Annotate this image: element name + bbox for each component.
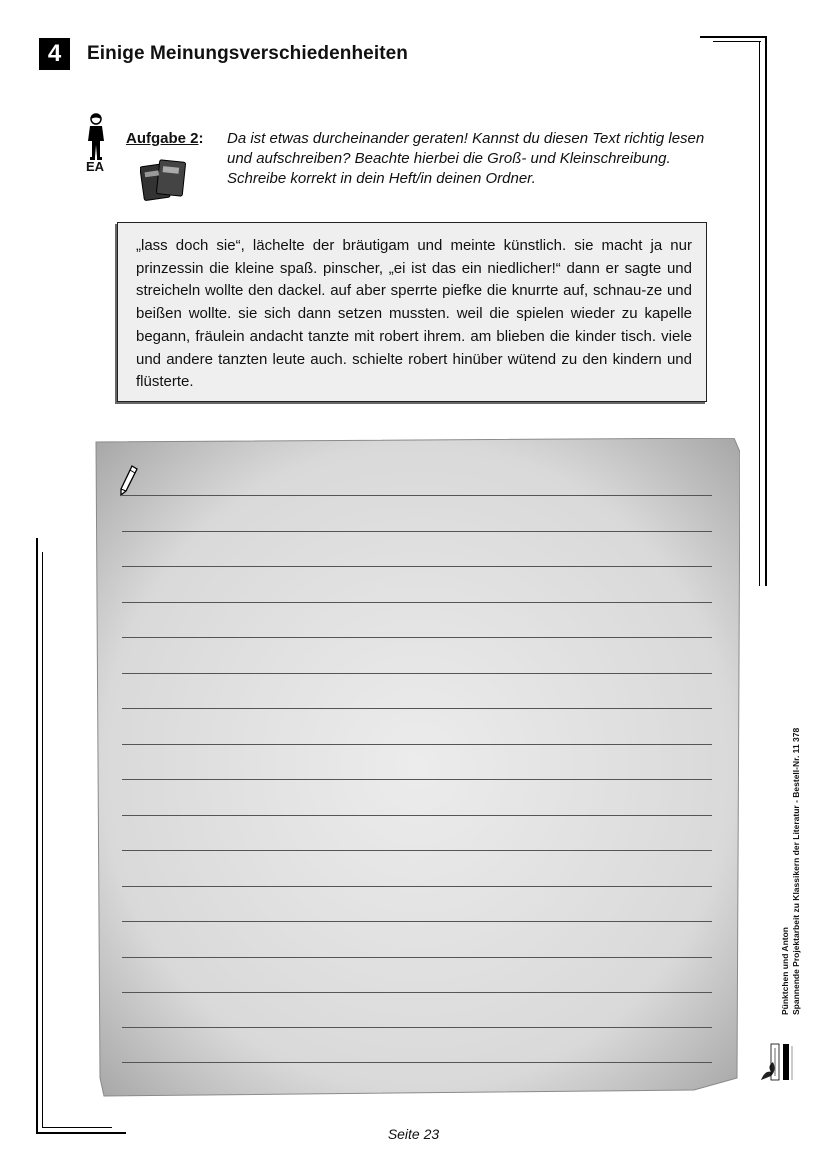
writing-line[interactable] (122, 566, 712, 567)
frame-line-top-inner (713, 41, 761, 42)
writing-line[interactable] (122, 850, 712, 851)
writing-line[interactable] (122, 708, 712, 709)
writing-line[interactable] (122, 921, 712, 922)
task-label-text: Aufgabe 2 (126, 130, 199, 147)
writing-paper (94, 438, 740, 1098)
writing-line[interactable] (122, 886, 712, 887)
writing-line[interactable] (122, 779, 712, 780)
side-series-info: Spannende Projektarbeit zu Klassikern der Literatur - Bestell-Nr. 11 378 (791, 727, 801, 1015)
task-label (126, 130, 204, 147)
scrambled-text-box (117, 222, 707, 402)
page-number: Seite 23 (387, 1126, 440, 1142)
writing-line[interactable] (122, 531, 712, 532)
page-title: Einige Meinungsverschiedenheiten (87, 43, 408, 64)
writing-line[interactable] (122, 1062, 712, 1063)
writing-line[interactable] (122, 495, 712, 496)
frame-line-right-inner (759, 41, 760, 586)
task-line: und aufschreiben? Beachte hierbei die Groß- und Kleinschreibung. (227, 150, 671, 167)
frame-line-right (765, 36, 767, 586)
frame-line-left-inner (42, 552, 43, 1128)
writing-line[interactable] (122, 637, 712, 638)
scrambled-text: „lass doch sie“, lächelte der bräutigam und meinte künstlich. sie macht ja nur prinzessin die kleine spaß. pinscher, „ei ist das ein niedlicher!“ dann er sagte und streicheln wollte den dackel. auf aber sperrte piefke die knurrte auf, schnau-ze und beißen wollte. sie sich dann setzen mussten. weil die spielen wieder zu kapelle begann, fräulein andacht tanzte mit robert ihrem. am blieben die kinder tisch. viele und andere tanzten leute auch. schielte robert hinüber wütend zu den kindern und flüsterte. (136, 237, 692, 391)
writing-line[interactable] (122, 957, 712, 958)
pencil-icon (118, 465, 138, 497)
writing-line[interactable] (122, 1027, 712, 1028)
writing-line[interactable] (122, 992, 712, 993)
person-icon (84, 113, 108, 161)
section-number-badge: 4 (39, 38, 70, 70)
task-label-colon: : (198, 130, 204, 147)
task-line: Da ist etwas durcheinander geraten! Kannst du diesen Text richtig lesen (227, 130, 705, 147)
writing-line[interactable] (122, 673, 712, 674)
frame-line-left (36, 538, 38, 1134)
work-mode-label: EA (86, 159, 105, 174)
writing-line[interactable] (122, 602, 712, 603)
notebook-icon (140, 157, 188, 201)
writing-line[interactable] (122, 744, 712, 745)
writing-line[interactable] (122, 815, 712, 816)
task-instructions (227, 129, 747, 189)
task-line: Schreibe korrekt in dein Heft/in deinen Ordner. (227, 170, 536, 187)
frame-line-top (700, 36, 766, 38)
side-book-title: Pünktchen und Anton (780, 927, 790, 1015)
publisher-logo (757, 1040, 797, 1090)
